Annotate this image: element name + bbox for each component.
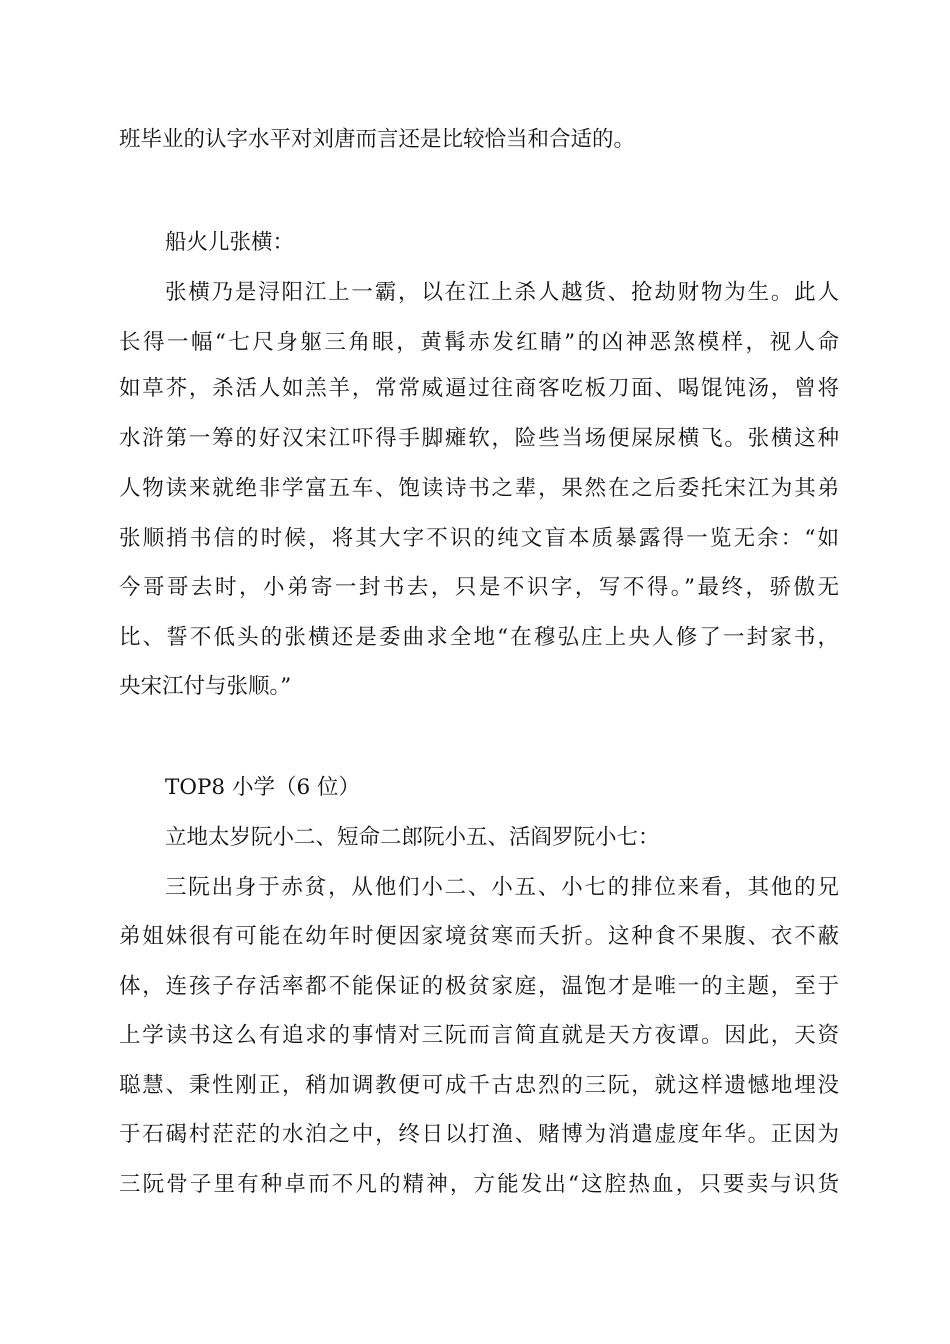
section-subtitle-top8: 立地太岁阮小二、短命二郎阮小五、活阎罗阮小七： (165, 825, 660, 850)
paragraph-line: 三阮出身于赤贫，从他们小二、小五、小七的排位来看，其他的兄 (165, 875, 839, 900)
paragraph-line: 央宋江付与张顺。” (119, 674, 292, 699)
paragraph-line: 比、誓不低头的张横还是委曲求全地“在穆弘庄上央人修了一封家书， (119, 625, 839, 650)
paragraph-line: 长得一幅“七尺身躯三角眼，黄髯赤发红睛”的凶神恶煞模样，视人命 (119, 330, 839, 355)
paragraph-line: 弟姐妹很有可能在幼年时便因家境贫寒而夭折。这种食不果腹、衣不蔽 (119, 924, 839, 949)
paragraph-line: 如草芥，杀活人如羔羊，常常威逼过往商客吃板刀面、喝馄饨汤，曾将 (119, 376, 839, 401)
section-title-zhangheng: 船火儿张横： (165, 230, 295, 255)
paragraph-line: 张横乃是浔阳江上一霸，以在江上杀人越货、抢劫财物为生。此人 (165, 280, 839, 305)
paragraph-line: 水浒第一筹的好汉宋江吓得手脚瘫软，险些当场便屎尿横飞。张横这种 (119, 426, 839, 451)
paragraph-line: 张顺捎书信的时候，将其大字不识的纯文盲本质暴露得一览无余：“如 (119, 526, 839, 551)
paragraph-line: 三阮骨子里有种卓而不凡的精神，方能发出“这腔热血，只要卖与识货 (119, 1172, 839, 1197)
paragraph-line: 体，连孩子存活率都不能保证的极贫家庭，温饱才是唯一的主题，至于 (119, 974, 839, 999)
paragraph-line: 今哥哥去时，小弟寄一封书去，只是不识字，写不得。”最终，骄傲无 (119, 575, 839, 600)
paragraph-line: 上学读书这么有追求的事情对三阮而言简直就是天方夜谭。因此，天资 (119, 1023, 839, 1048)
section-heading-top8: TOP8 小学（6 位） (165, 775, 360, 800)
paragraph-line: 聪慧、秉性刚正，稍加调教便可成千古忠烈的三阮，就这样遗憾地埋没 (119, 1073, 839, 1098)
paragraph-line: 于石碣村茫茫的水泊之中，终日以打渔、赌博为消遣虚度年华。正因为 (119, 1122, 839, 1147)
intro-line: 班毕业的认字水平对刘唐而言还是比较恰当和合适的。 (119, 127, 636, 152)
paragraph-line: 人物读来就绝非学富五车、饱读诗书之辈，果然在之后委托宋江为其弟 (119, 476, 839, 501)
